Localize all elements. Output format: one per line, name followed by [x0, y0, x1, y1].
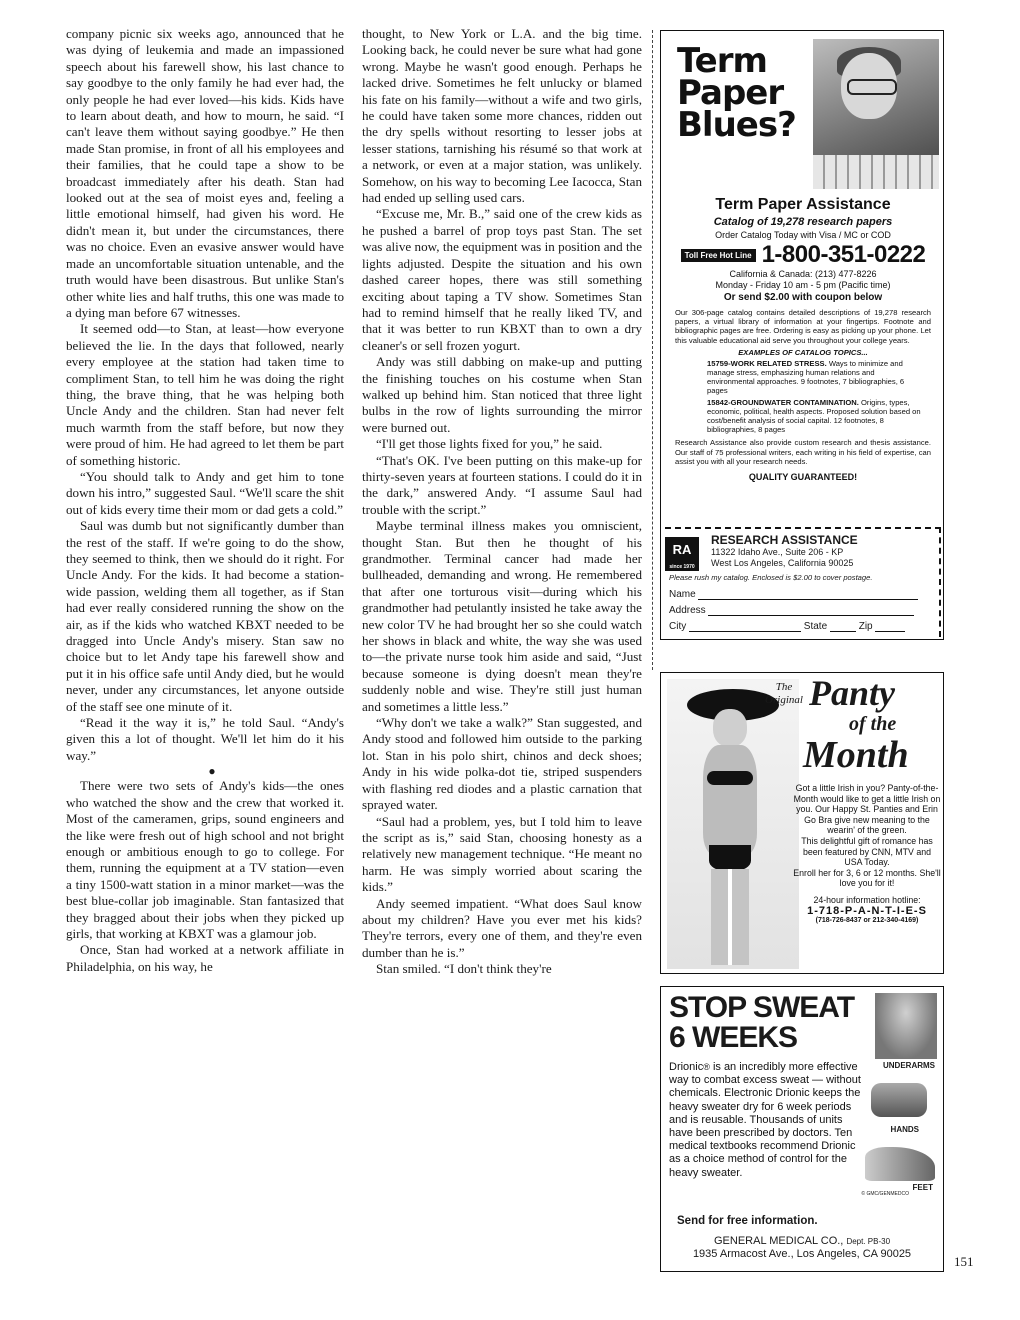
quality-line: QUALITY GUARANTEED! — [748, 472, 858, 483]
example-item — [661, 359, 944, 396]
company-address: 1935 Armacost Ave., Los Angeles, CA 90025 — [692, 1248, 912, 1260]
photo-bra — [707, 771, 753, 785]
city-field[interactable] — [669, 621, 935, 632]
story-paragraph: Saul was dumb but not significantly dumber than the rest of the staff. If we're going to do the show, they seemed to think, then we should do it right. For Uncle Andy. For the kids. It had become a station-wide passion, welding them all together, as if Stan had ever really considered running the show on the air, as if the kids who watched KBXT needed to be dragged into Uncle Andy's misery. Stan saw no choice but to let Andy tape his farewell show and put it in his office safe until Andy died, but he would never, under any circumstances, let anyone outside of the staff see one minute of it. — [66, 518, 344, 714]
story-paragraph: Stan smiled. “I don't think they're — [376, 961, 552, 977]
photo-body — [703, 745, 757, 855]
student-photo — [813, 39, 939, 189]
the-original — [761, 681, 807, 707]
field-label: State — [803, 621, 828, 632]
headline-line: 6 WEEKS — [669, 1021, 798, 1054]
catalog-description: Our 306-page catalog contains detailed descriptions of 19,278 research papers, a virtual library of information at your fingertips. Footnote and bibliographic pages are free. Ordering is easy as picking up your phone. Let this valuable educational aid serve you throughout your college years. — [675, 308, 931, 345]
dept-code: Dept. PB-30 — [846, 1237, 891, 1246]
torso-photo — [875, 993, 937, 1059]
section-separator: ● — [208, 764, 216, 779]
feet-photo — [865, 1147, 935, 1181]
ra-logo — [665, 537, 699, 571]
photo-legs — [711, 869, 749, 965]
examples-heading: EXAMPLES OF CATALOG TOPICS... — [738, 347, 868, 357]
panty-paragraph: Got a little Irish in you? Panty-of-the-Month would like to get a little Irish on you. Our Happy St. Panties and Erin Go Bra give new meaning to the wearin' of the green. — [793, 783, 941, 836]
headline-line: Blues? — [677, 105, 796, 145]
underarms-label: UNDERARMS — [883, 1061, 935, 1070]
coupon-cut-line — [652, 30, 653, 670]
panty-ad — [660, 672, 944, 974]
send-info: Send for free information. — [677, 1215, 818, 1227]
field-line[interactable] — [708, 605, 914, 616]
hours-line: Monday - Friday 10 am - 5 pm (Pacific time) — [715, 280, 891, 290]
photo-panty — [709, 845, 751, 871]
address-line: 11322 Idaho Ave., Suite 206 - KP — [711, 547, 844, 557]
headline-line: Term — [677, 41, 767, 81]
story-paragraph: Once, Stan had worked at a network affiliate in Philadelphia, on his way, he — [66, 942, 344, 974]
story-column-1 — [66, 26, 344, 975]
glasses-icon — [847, 79, 897, 95]
feet-label: FEET — [912, 1183, 933, 1192]
company-address — [711, 547, 853, 569]
stop-sweat-ad — [660, 986, 944, 1272]
address-field[interactable] — [669, 605, 935, 616]
story-paragraph: “Why don't we take a walk?” Stan suggested, and Andy stood and followed him outside to the parking lot. Stan in his polo shirt, chinos and deck shoes; Andy in his wide polka-dot tie, striped suspenders with flashing red diodes and a plastic carnation that sprayed water. — [362, 715, 642, 813]
name-field[interactable] — [669, 589, 935, 600]
story-paragraph: company picnic six weeks ago, announced that he was dying of leukemia and made an impassioned speech about his farewell show, his last chance to say goodbye to the only family he had ever had, the only people he had ever loved—his kids. Kids have to learn about death, and how to mourn, he said. “I can't leave them without saying goodbye.” He then made Stan promise, in front of all his employees and their families, that he could tape a show to be broadcast immediately after his death. Stan had looked out at the sea of moist eyes and, feeling a little emotional himself, had given his word. He didn't mean it, but under the circumstances, there was no choice. Even an evasive answer would have made an uncomfortable situation untenable, and the truth would have been disastrous. But unlike Stan's other white lies and half truths, this one was made to a dying man before 67 witnesses. — [66, 26, 344, 320]
drionic-text: Drionic® is an incredibly more effective way to combat excess sweat — without chemicals. Electronic Drionic keeps the heavy sweater dry for 6 week periods and is reusable. Thousands of units have been prescribed by doctors. Ten medical textbooks recommend Drionic as a choice method of control for the heavy sweater. — [669, 1061, 861, 1179]
term-paper-text — [661, 195, 944, 482]
the-word: The — [775, 681, 793, 693]
hotline-row — [661, 243, 944, 267]
company-name: GENERAL MEDICAL CO., — [713, 1235, 844, 1247]
panty-phone: 1-718-P-A-N-T-I-E-S — [807, 904, 927, 917]
panty-text — [793, 783, 941, 927]
story-paragraph: “I'll get those lights fixed for you,” he said. — [376, 436, 603, 452]
company-name: RESEARCH ASSISTANCE — [711, 533, 858, 547]
field-label: Address — [669, 605, 706, 616]
address-line: West Los Angeles, California 90025 — [711, 558, 854, 568]
stop-sweat-headline — [669, 993, 854, 1053]
term-paper-headline — [677, 41, 796, 145]
hotline-label: 24-hour information hotline: — [813, 894, 921, 905]
story-paragraph: It seemed odd—to Stan, at least—how everyone believed the lie. In the days that followed, nearly every employee at the station had taken time to compliment Stan, to tell him he was doing the right thing, the brave thing, that he was helping both Uncle Andy and the children. Stan had never felt much warmth from the staff before, but now they were proud of him. He had agreed to let them be part of something historic. — [66, 321, 344, 468]
ad-title: Term Paper Assistance — [715, 196, 891, 213]
story-paragraph: “You should talk to Andy and get him to tone down his intro,” suggested Saul. “We'll scare the shit out of kids every time their mom or dad gets a cold.” — [66, 468, 344, 517]
page-number: 151 — [954, 1254, 974, 1269]
original-word: Original — [765, 694, 803, 706]
headline-line: Paper — [677, 73, 784, 113]
catalog-line: Catalog of 19,278 research papers — [713, 216, 893, 228]
panty-paragraph: Enroll her for 3, 6 or 12 months. She'll love you for it! — [793, 867, 941, 889]
field-line[interactable] — [830, 621, 856, 632]
brand-name: Drionic — [669, 1061, 704, 1073]
month-title: Month — [803, 734, 909, 776]
hotline-phone: 1-800-351-0222 — [761, 241, 926, 268]
panty-title: Panty — [809, 673, 895, 713]
panty-alt-phone: (718-726-8437 or 212-340-4169) — [815, 917, 919, 925]
order-coupon — [665, 527, 941, 637]
field-label: Name — [669, 589, 696, 600]
hands-label: HANDS — [890, 1125, 919, 1134]
of-the-title: of the — [849, 713, 897, 735]
story-paragraph: “Read it the way it is,” he told Saul. “Andy's given this a lot of thought. We'll let him do it his way.” — [66, 715, 344, 763]
order-line: Order Catalog Today with Visa / MC or COD — [715, 230, 891, 240]
send-line: Or send $2.00 with coupon below — [723, 292, 883, 303]
story-column-2 — [362, 26, 642, 978]
example-title: 15842-GROUNDWATER CONTAMINATION. — [707, 397, 859, 407]
field-line[interactable] — [698, 589, 918, 600]
logo-text: RA — [672, 542, 692, 557]
story-paragraph: thought, to New York or L.A. and the big time. Looking back, he could never be sure what had gone wrong. Maybe he wasn't good enough. Perhaps he lacked drive. Sometimes he felt unlucky or blamed his fate on his family—without a wife and two girls, he could have taken some more chances, ridden out the dry spells without resorting to lesser jobs at lesser stations, tarnishing his résumé so that work at a network, or even at a major station, was unlikely. Somehow, on his way to becoming Lee Iacocca, Stan had ended up selling used cars. — [362, 26, 642, 206]
rush-line: Please rush my catalog. Enclosed is $2.00 to cover postage. — [669, 573, 873, 582]
copyright-mark: © GMC/GENMEDCO — [861, 1191, 909, 1197]
hands-photo — [871, 1083, 927, 1117]
california-phone: California & Canada: (213) 477-8226 — [729, 269, 877, 279]
assistance-text: Research Assistance also provide custom research and thesis assistance. Our staff of 75 professional writers, each writing in his field of expertise, can assist you with all your research needs. — [675, 438, 931, 466]
field-label: City — [669, 621, 687, 632]
example-title: 15759-WORK RELATED STRESS. — [707, 358, 827, 368]
toll-free-badge: Toll Free Hot Line — [681, 249, 756, 262]
general-medical-address — [661, 1235, 943, 1261]
model-photo — [667, 679, 799, 969]
field-line[interactable] — [875, 621, 905, 632]
field-line[interactable] — [689, 621, 801, 632]
story-paragraph: Maybe terminal illness makes you omniscient, thought Stan. But then he thought of his grandmother. Terminal cancer had made her bullheaded, demanding and wrong. He remembered that after one torturous visit—during which his grandmother had petulantly insisted he take away the new color TV he had brought her so she could watch her shows in black and white, the way she was used to—the private nurse took him aside and said, “Just because someone is dying doesn't mean they're suddenly noble and wise. They're still just human and sometimes a little less.” — [362, 518, 642, 714]
story-paragraph: Andy seemed impatient. “What does Saul know about my children? Have you ever met his kids? They're terrors, every one of them, and they're even dumber than he is.” — [362, 895, 642, 960]
panty-paragraph: This delightful gift of romance has been featured by CNN, MTV and USA Today. — [801, 835, 933, 868]
story-paragraph: Andy was still dabbing on make-up and putting the finishing touches on his costume when Stan walked up behind him. Stan noticed that three light bulbs in the row of lights surrounding the mirror were burned out. — [362, 354, 642, 435]
books-icon — [813, 155, 939, 189]
headline-line: STOP SWEAT — [669, 991, 855, 1024]
example-item — [661, 398, 944, 435]
since-text: since 1970 — [669, 564, 695, 570]
story-paragraph: “Excuse me, Mr. B.,” said one of the crew kids as he pushed a barrel of prop toys past Stan. The set was alive now, the equipment was in position and the lights adjusted. Despite the situation and his own dashed career hopes, there was still something exciting about taping a TV show. Sometimes Stan had to remind himself that he really liked TV, and that it was better to run KBXT than to own a dry cleaner's or sell frozen yogurt. — [362, 206, 642, 353]
story-paragraph: “That's OK. I've been putting on this make-up for thirty-seven years at fourteen stations. I could do it in the dark,” answered Andy. “I assume Saul had trouble with the script.” — [362, 452, 642, 517]
example-text: Ways to minimize and manage stress, emphasizing human relations and environmental approaches. 9 footnotes, 7 bibliographies, 6 pages — [707, 358, 905, 396]
term-paper-ad — [660, 30, 944, 640]
story-paragraph: There were two sets of Andy's kids—the ones who watched the show and the crew that worked it. Most of the cameramen, grips, sound engineers and the like were fresh out of high school and not bright enough or ambitious enough to go to college. For them, running the equipment at a TV station—even a tiny 1500-watt station in a minor market—was the best blue-collar job imaginable. Stan fantasized that they bragged about their jobs when they picked up girls, that working at KBXT was a glamour job. — [66, 778, 344, 941]
example-text: Origins, types, economic, political, health aspects. Proposed solution based on cost/benefit analysis of social capital. 12 footnotes, 8 bibliographies, 8 pages — [707, 397, 921, 435]
story-paragraph: “Saul had a problem, yes, but I told him to leave the script as is,” said Stan, choosing honesty as a relatively new management technique. “He meant no harm. He was simply worried about scaring the kids.” — [362, 813, 642, 895]
drionic-body: is an incredibly more effective way to combat excess sweat — without chemicals. Electronic Drionic keeps the heavy sweater dry for 6 week periods and is reusable. Thousands of units have been prescribed by doctors. Ten medical textbooks recommend Drionic as a choice method of control for the heavy sweater. — [669, 1061, 861, 1179]
field-label: Zip — [858, 621, 873, 632]
photo-face — [713, 709, 747, 747]
